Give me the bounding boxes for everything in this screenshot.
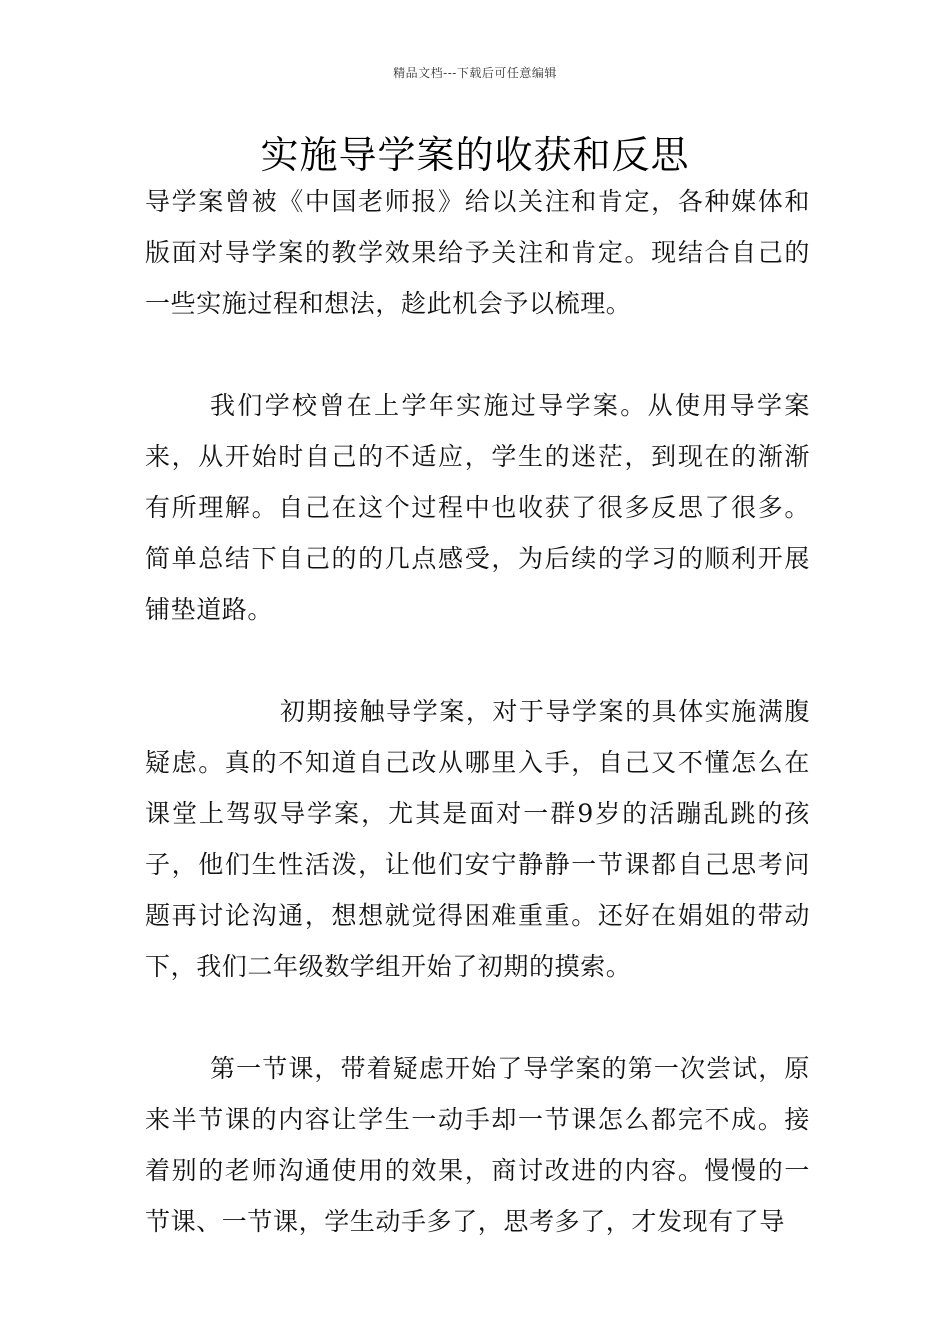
paragraph-first-lesson: 第一节课，带着疑虑开始了导学案的第一次尝试，原来半节课的内容让学生一动手却一节课怎么都完不成。接着别的老师沟通使用的效果，商讨改进的内容。慢慢的一节课、一节课，学生动手多了，思考多了，才发现有了导 [145,1054,810,1236]
document-title: 实施导学案的收获和反思 [260,133,690,177]
paragraph-gap [145,992,810,1043]
document-body [145,176,810,1247]
paragraph-intro: 导学案曾被《中国老师报》给以关注和肯定，各种媒体和版面对导学案的教学效果给予关注和肯定。现结合自己的一些实施过程和想法，趁此机会予以梳理。 [145,187,810,318]
header-note: 精品文档---下载后可任意编辑 [393,66,557,80]
paragraph-gap [145,635,810,686]
paragraph-gap [145,329,810,380]
paragraph-initial-contact: 初期接触导学案，对于导学案的具体实施满腹疑虑。真的不知道自己改从哪里入手，自己又不懂怎么在课堂上驾驭导学案，尤其是面对一群9岁的活蹦乱跳的孩子，他们生性活泼，让他们安宁静静一节课都自己思考问题再讨论沟通，想想就觉得困难重重。还好在娟姐的带动下，我们二年级数学组开始了初期的摸索。 [145,697,810,981]
paragraph-school-experience: 我们学校曾在上学年实施过导学案。从使用导学案来，从开始时自己的不适应，学生的迷茫，到现在的渐渐有所理解。自己在这个过程中也收获了很多反思了很多。简单总结下自己的的几点感受，为后续的学习的顺利开展铺垫道路。 [145,391,810,624]
